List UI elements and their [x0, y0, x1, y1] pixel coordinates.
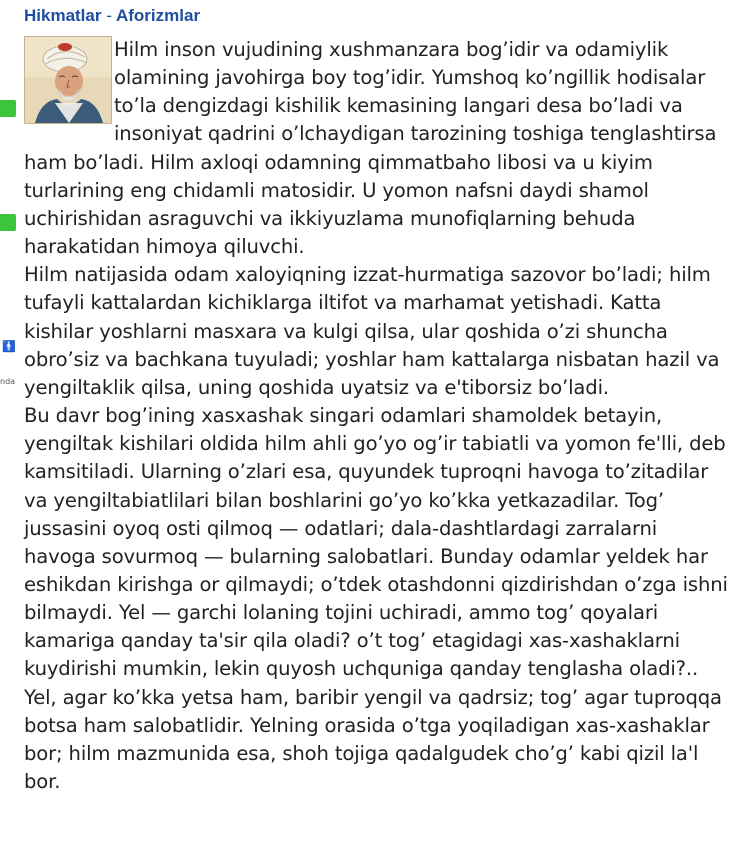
sidebar-marker[interactable]: [0, 100, 16, 117]
paragraph: Hilm inson vujudining xushmanzara bog’idir va odamiylik olamining javohirga boy tog’idir. Yumshoq ko’ngillik hodisalar to’la dengizdagi kishilik kemasining langari desa bo’ladi va insoniyat qadrini o’lchaydigan tarozining toshiga tenglashtirsa ham bo’ladi. Hilm axloqi odamning qimmatbaho libosi va u kiyim turlarining eng chidamli matosidir. U yomon nafsni daydi shamol uchirishidan asraguvchi va ikkiyuzlama munofiqlarning behuda harakatidan himoya qiluvchi.: [24, 38, 717, 259]
title-part-b[interactable]: Aforizmlar: [115, 6, 201, 25]
left-sidebar-strip: [0, 0, 18, 866]
paragraph: Hilm natijasida odam xaloyiqning izzat-hurmatiga sazovor bo’ladi; hilm tufayli kattalardan kichiklarga iltifot va marhamat yetishadi. Katta kishilar yoshlarni masxara va kulgi qilsa, ular qoshida o’zi shuncha obro’siz va bachkana tuyuladi; yoshlar ham kattalarga nisbatan hazil va yengiltaklik qilsa, uning qoshida uyatsiz va e'tiborsiz bo’ladi.: [24, 263, 720, 399]
person-icon[interactable]: 🚹: [2, 340, 16, 353]
sidebar-partial-text: nda: [0, 377, 16, 386]
paragraph: Bu davr bog’ining xasxashak singari odamlari shamoldek betayin, yengiltak kishilari oldida hilm ahli go’yo og’ir tabiatli va yomon fe'lli, deb kamsitiladi. Ularning o’zlari esa, quyundek tuproqni havoga to’zitadilar va yengiltabiatlilari bilan boshlarini go’yo ko’kka yetkazadilar. Tog’ jussasini oyoq osti qilmoq — odatlari; dala-dashtlardagi zarralarni havoga sovurmoq — bularning salobatlari. Bunday odamlar yeldek har eshikdan kirishga or qilmaydi; o’tdek otashdonni qizdirishdan o’zga ishni bilmaydi. Yel — garchi lolaning tojini uchiradi, ammo tog’ qoyalari kamariga qanday ta'sir qila oladi? o’t tog’ etagidagi xas-xashaklarni kuydirishi mumkin, lekin quyosh uchquniga qanday tenglasha oladi?..: [24, 404, 728, 681]
paragraph: Yel, agar ko’kka yetsa ham, baribir yengil va qadrsiz; tog’ agar tuproqqa botsa ham salobatlidir. Yelning orasida o’tga yoqiladigan xas-xashaklar bor; hilm mazmunida esa, shoh tojiga qadalgudek cho’g’ kabi qizil la'l bor.: [24, 685, 722, 794]
portrait-spacer: [24, 36, 114, 148]
title-separator: -: [106, 6, 112, 25]
sidebar-marker[interactable]: [0, 214, 16, 231]
article-body: [24, 36, 734, 796]
page-title: [24, 6, 200, 26]
title-part-a[interactable]: Hikmatlar: [24, 6, 102, 25]
